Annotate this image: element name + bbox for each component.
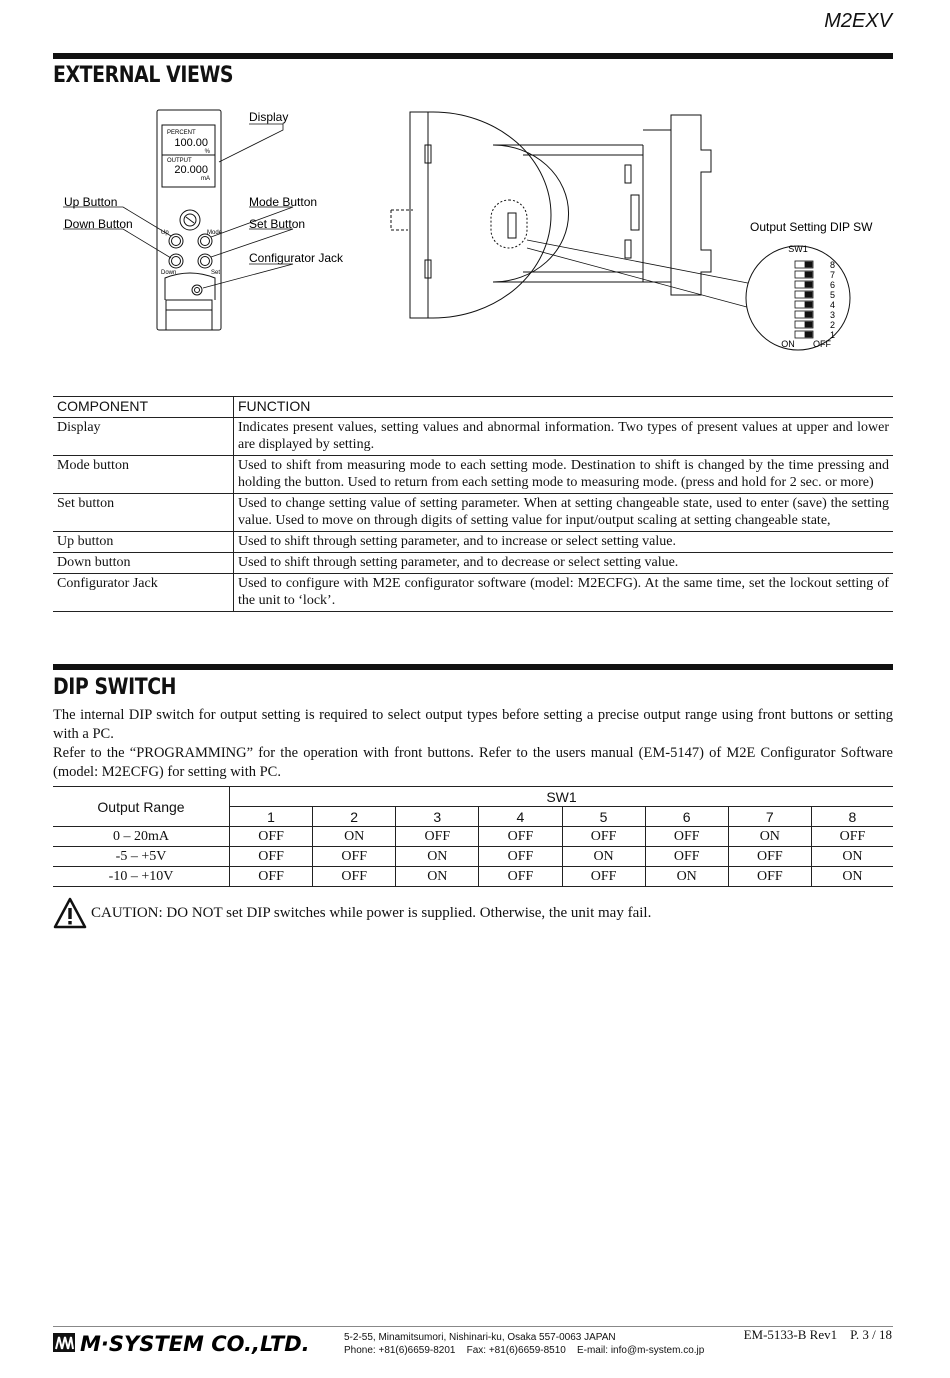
dip-detail-switch-knob <box>805 302 812 307</box>
dip-detail-switch-knob <box>805 282 812 287</box>
display-top-label: PERCENT <box>167 130 196 136</box>
dip-detail-switch-knob <box>805 332 812 337</box>
switch-state: ON <box>313 827 396 847</box>
dip-switch-number: 4 <box>479 807 562 827</box>
dip-detail-numbers <box>830 260 835 340</box>
company-name: M·SYSTEM CO.,LTD. <box>80 1332 310 1355</box>
dip-detail-number: 4 <box>830 300 836 310</box>
caution-note <box>53 896 651 930</box>
switch-state: OFF <box>230 867 313 887</box>
section-title-dip-switch: DIP SWITCH <box>53 675 177 700</box>
dip-detail-switch-knob <box>805 312 812 317</box>
component-function: Used to shift through setting parameter, and to increase or select setting value. <box>234 532 894 553</box>
dip-detail-number: 8 <box>830 260 836 270</box>
switch-state: ON <box>562 847 645 867</box>
switch-state: ON <box>811 847 893 867</box>
table-row <box>53 532 893 553</box>
switch-state: OFF <box>479 827 562 847</box>
dip-detail-switch-knob <box>805 292 812 297</box>
dip-detail-number: 5 <box>830 290 836 300</box>
switch-state: OFF <box>645 827 728 847</box>
component-name: Configurator Jack <box>53 574 234 612</box>
table-row <box>53 847 893 867</box>
company-contact: Phone: +81(6)6659-8201 Fax: +81(6)6659-8510 E-mail: info@m-system.co.jp <box>344 1345 705 1356</box>
section-rule <box>53 664 893 670</box>
external-views-figure <box>53 100 893 370</box>
dip-switch-number: 7 <box>728 807 811 827</box>
table-row <box>53 494 893 532</box>
footer-address-block <box>344 1331 704 1357</box>
model-name: M2EXV <box>824 10 892 32</box>
dip-detail-off: OFF <box>813 339 831 349</box>
table-row <box>53 574 893 612</box>
display-top-value: 100.00 <box>174 137 208 149</box>
panel-label-down: Down <box>161 270 177 276</box>
dip-detail-number: 7 <box>830 270 836 280</box>
switch-state: OFF <box>811 827 893 847</box>
component-function: Used to change setting value of setting parameter. When at setting changeable state, used to enter (save) the setting value. Used to move on through digits of setting value for input/output scaling at setting changeable state, <box>234 494 894 532</box>
table-row <box>53 867 893 887</box>
switch-state: OFF <box>728 867 811 887</box>
dip-switch-number: 3 <box>396 807 479 827</box>
company-address: 5-2-55, Minamitsumori, Nishinari-ku, Osaka 557-0063 JAPAN <box>344 1332 616 1343</box>
switch-state: OFF <box>562 827 645 847</box>
dip-switch-number: 5 <box>562 807 645 827</box>
component-function: Used to shift through setting parameter, and to decrease or select setting value. <box>234 553 894 574</box>
component-table <box>53 396 893 612</box>
component-name: Set button <box>53 494 234 532</box>
dip-switch-number: 6 <box>645 807 728 827</box>
callout-set-button: Set Button <box>249 217 306 231</box>
table-row <box>53 418 893 456</box>
callout-up-button: Up Button <box>64 195 118 209</box>
dip-table <box>53 786 893 887</box>
warning-icon <box>53 897 87 929</box>
component-function: Used to shift from measuring mode to each setting mode. Destination to shift is changed by the time pressing and holding the button. Used to return from each setting mode to measuring mode. (press and hold for 2 sec. or more) <box>234 456 894 494</box>
switch-state: OFF <box>645 847 728 867</box>
output-range: 0 – 20mA <box>53 827 230 847</box>
switch-state: OFF <box>230 827 313 847</box>
component-function: Used to configure with M2E configurator software (model: M2ECFG). At the same time, set the lockout setting of the unit to ‘lock’. <box>234 574 894 612</box>
dip-detail-title: SW1 <box>788 244 808 254</box>
display-top-unit: % <box>204 149 210 155</box>
dip-switch-number: 8 <box>811 807 893 827</box>
panel-label-set: Set <box>211 270 221 276</box>
callout-configurator-jack: Configurator Jack <box>249 251 344 265</box>
dip-detail-on: ON <box>781 339 795 349</box>
panel-label-up: Up <box>161 230 169 236</box>
dip-detail-switch-knob <box>805 262 812 267</box>
section-title-external-views: EXTERNAL VIEWS <box>53 63 234 88</box>
dip-paragraph-1: The internal DIP switch for output setting is required to select output types before setting a precise output range using front buttons or setting with a PC. <box>53 707 893 742</box>
callout-down-button: Down Button <box>64 217 133 231</box>
dip-switch-number: 1 <box>230 807 313 827</box>
dip-paragraph-2: Refer to the “PROGRAMMING” for the operation with front buttons. Refer to the users manual (EM-5147) of M2E Configurator Software (model: M2ECFG) for setting with PC. <box>53 745 893 780</box>
switch-state: OFF <box>728 847 811 867</box>
company-logo <box>53 1331 333 1360</box>
table-row <box>53 553 893 574</box>
header-component: COMPONENT <box>53 397 234 418</box>
display-bottom-unit: mA <box>201 176 210 182</box>
callout-mode-button: Mode Button <box>249 195 318 209</box>
switch-state: OFF <box>230 847 313 867</box>
switch-state: ON <box>728 827 811 847</box>
header-function: FUNCTION <box>234 397 894 418</box>
m-logo-icon <box>53 1333 75 1352</box>
dip-detail-number: 1 <box>830 330 836 340</box>
component-function: Indicates present values, setting values and abnormal information. Two types of present values at upper and lower are displayed by setting. <box>234 418 894 456</box>
document-reference: EM-5133-B Rev1 P. 3 / 18 <box>743 1327 892 1342</box>
section-rule <box>53 53 893 59</box>
dip-switch-number: 2 <box>313 807 396 827</box>
panel-label-mode: Mode <box>207 230 223 236</box>
switch-state: OFF <box>313 867 396 887</box>
component-table-header <box>53 397 893 418</box>
switch-state: OFF <box>396 827 479 847</box>
component-name: Mode button <box>53 456 234 494</box>
switch-state: OFF <box>562 867 645 887</box>
table-row <box>53 827 893 847</box>
display-bottom-value: 20.000 <box>174 164 208 176</box>
switch-state: OFF <box>479 867 562 887</box>
caution-text: CAUTION: DO NOT set DIP switches while power is supplied. Otherwise, the unit may fail. <box>91 904 652 921</box>
dip-header-output-range: Output Range <box>53 787 230 827</box>
dip-header-sw1: SW1 <box>230 787 894 807</box>
display-bottom-label: OUTPUT <box>167 158 192 164</box>
side-view-drawing <box>391 112 711 318</box>
switch-state: ON <box>396 867 479 887</box>
switch-state: ON <box>396 847 479 867</box>
switch-state: OFF <box>313 847 396 867</box>
callout-dip-sw: Output Setting DIP SW <box>750 220 873 234</box>
output-range: -5 – +5V <box>53 847 230 867</box>
dip-detail-number: 6 <box>830 280 836 290</box>
switch-state: OFF <box>479 847 562 867</box>
component-name: Down button <box>53 553 234 574</box>
switch-state: ON <box>645 867 728 887</box>
dip-detail-switch-knob <box>805 322 812 327</box>
table-row <box>53 456 893 494</box>
component-name: Display <box>53 418 234 456</box>
dip-detail-number: 2 <box>830 320 836 330</box>
dip-detail-switch-knob <box>805 272 812 277</box>
dip-detail-number: 3 <box>830 310 836 320</box>
switch-state: ON <box>811 867 893 887</box>
component-name: Up button <box>53 532 234 553</box>
output-range: -10 – +10V <box>53 867 230 887</box>
callout-display: Display <box>249 110 289 124</box>
